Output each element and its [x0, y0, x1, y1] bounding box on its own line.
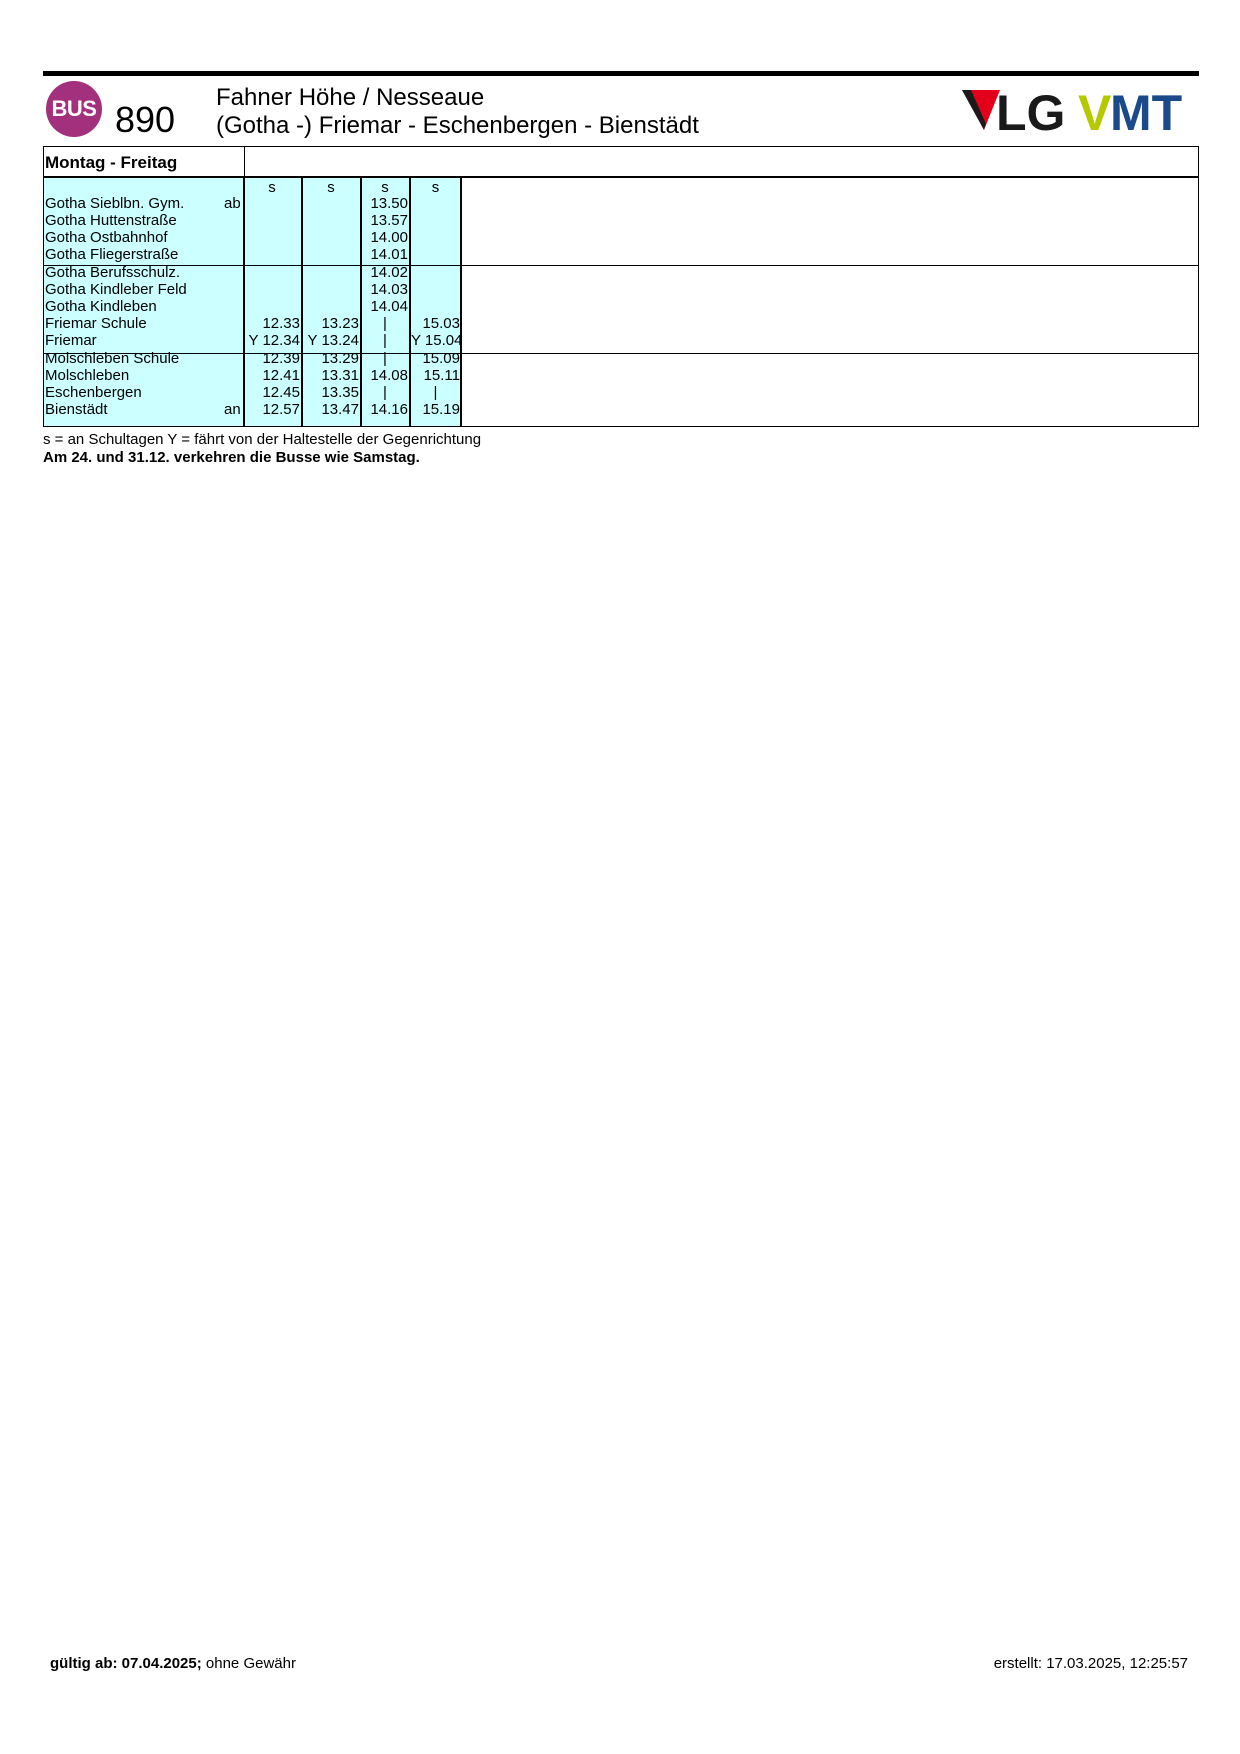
departure-time: |: [383, 332, 387, 349]
stop-name: Gotha Berufsschulz.: [45, 264, 181, 281]
timetable-row: [44, 367, 1198, 384]
departure-time: 15.19: [422, 401, 460, 418]
timetable-row: [44, 212, 1198, 229]
departure-time: 13.35: [321, 384, 359, 401]
stop-name: Friemar: [45, 332, 97, 349]
departure-time: 14.02: [370, 264, 408, 281]
day-header: [43, 146, 1199, 178]
timetable-row: [44, 332, 1198, 349]
header-rule: [43, 71, 1199, 76]
timetable: [43, 176, 1199, 427]
departure-time: 13.23: [321, 315, 359, 332]
timetable-row: [44, 281, 1198, 298]
departure-time: 13.57: [370, 212, 408, 229]
departure-time: 13.50: [370, 195, 408, 212]
column-header: s: [268, 179, 276, 196]
departure-time: 14.16: [370, 401, 408, 418]
departure-time: Y 13.24: [307, 332, 359, 349]
departure-time: 15.11: [423, 367, 460, 384]
stop-name: Gotha Ostbahnhof: [45, 229, 168, 246]
stop-name: Gotha Sieblbn. Gym.: [45, 195, 185, 212]
departure-time: 13.29: [321, 350, 359, 367]
line-number: 890: [115, 99, 176, 140]
departure-time: 14.01: [370, 246, 408, 263]
column-header: s: [327, 179, 335, 196]
timetable-row: [44, 298, 1198, 315]
departure-arrival-marker: ab: [224, 195, 241, 212]
departure-time: Y 12.34: [248, 332, 300, 349]
timetable-row: [44, 264, 1198, 281]
departure-time: 14.04: [370, 298, 408, 315]
departure-time: 15.09: [422, 350, 460, 367]
route-title-line1: Fahner Höhe / Nesseaue: [216, 84, 485, 111]
day-label: Montag - Freitag: [45, 153, 178, 172]
departure-time: 12.39: [262, 350, 300, 367]
timetable-row: [44, 315, 1198, 332]
stop-name: Molschleben: [45, 367, 130, 384]
svg-text:MT: MT: [1110, 86, 1183, 136]
bus-badge-icon: BUS: [46, 81, 102, 137]
departure-time: 15.03: [422, 315, 460, 332]
legend: s = an Schultagen Y = fährt von der Haltestelle der Gegenrichtung: [43, 431, 482, 448]
stop-name: Eschenbergen: [45, 384, 142, 401]
departure-time: 14.00: [370, 229, 408, 246]
departure-time: 12.45: [262, 384, 300, 401]
timetable-row: [44, 229, 1198, 246]
departure-time: 12.41: [262, 367, 300, 384]
validity-footer: [50, 1655, 296, 1673]
created-timestamp: erstellt: 17.03.2025, 12:25:57: [993, 1655, 1188, 1672]
valid-from: gültig ab: 07.04.2025;: [50, 1655, 202, 1672]
disclaimer: ohne Gewähr: [205, 1655, 296, 1672]
route-title-line2: (Gotha -) Friemar - Eschenbergen - Bienstädt: [216, 112, 699, 139]
departure-time: 12.57: [262, 401, 300, 418]
timetable-row: [44, 401, 1198, 418]
departure-time: |: [383, 350, 387, 367]
vlg-logo-text: LG: [996, 86, 1066, 136]
timetable-row: [44, 384, 1198, 401]
departure-time: |: [433, 384, 438, 401]
timetable-row: [44, 195, 1198, 212]
vlg-vmt-logo: [960, 86, 1192, 136]
timetable-row: [44, 350, 1198, 367]
departure-arrival-marker: an: [224, 401, 241, 418]
departure-time: 14.03: [370, 281, 408, 298]
departure-time: |: [383, 315, 387, 332]
departure-time: Y 15.04: [411, 332, 463, 349]
departure-time: 13.47: [321, 401, 359, 418]
stop-name: Gotha Kindleber Feld: [45, 281, 187, 298]
holiday-note: Am 24. und 31.12. verkehren die Busse wie Samstag.: [43, 449, 420, 466]
stop-name: Gotha Huttenstraße: [45, 212, 177, 229]
departure-time: 13.31: [321, 367, 359, 384]
departure-time: |: [383, 384, 387, 401]
column-header: s: [381, 179, 389, 196]
svg-text:V: V: [1078, 86, 1112, 136]
departure-time: 14.08: [370, 367, 408, 384]
stop-name: Molschleben Schule: [45, 350, 180, 367]
column-header: s: [431, 179, 440, 196]
stop-name: Friemar Schule: [45, 315, 147, 332]
timetable-row: [44, 246, 1198, 263]
departure-time: 12.33: [262, 315, 300, 332]
stop-name: Gotha Kindleben: [45, 298, 157, 315]
stop-name: Bienstädt: [45, 401, 108, 418]
stop-name: Gotha Fliegerstraße: [45, 246, 179, 263]
